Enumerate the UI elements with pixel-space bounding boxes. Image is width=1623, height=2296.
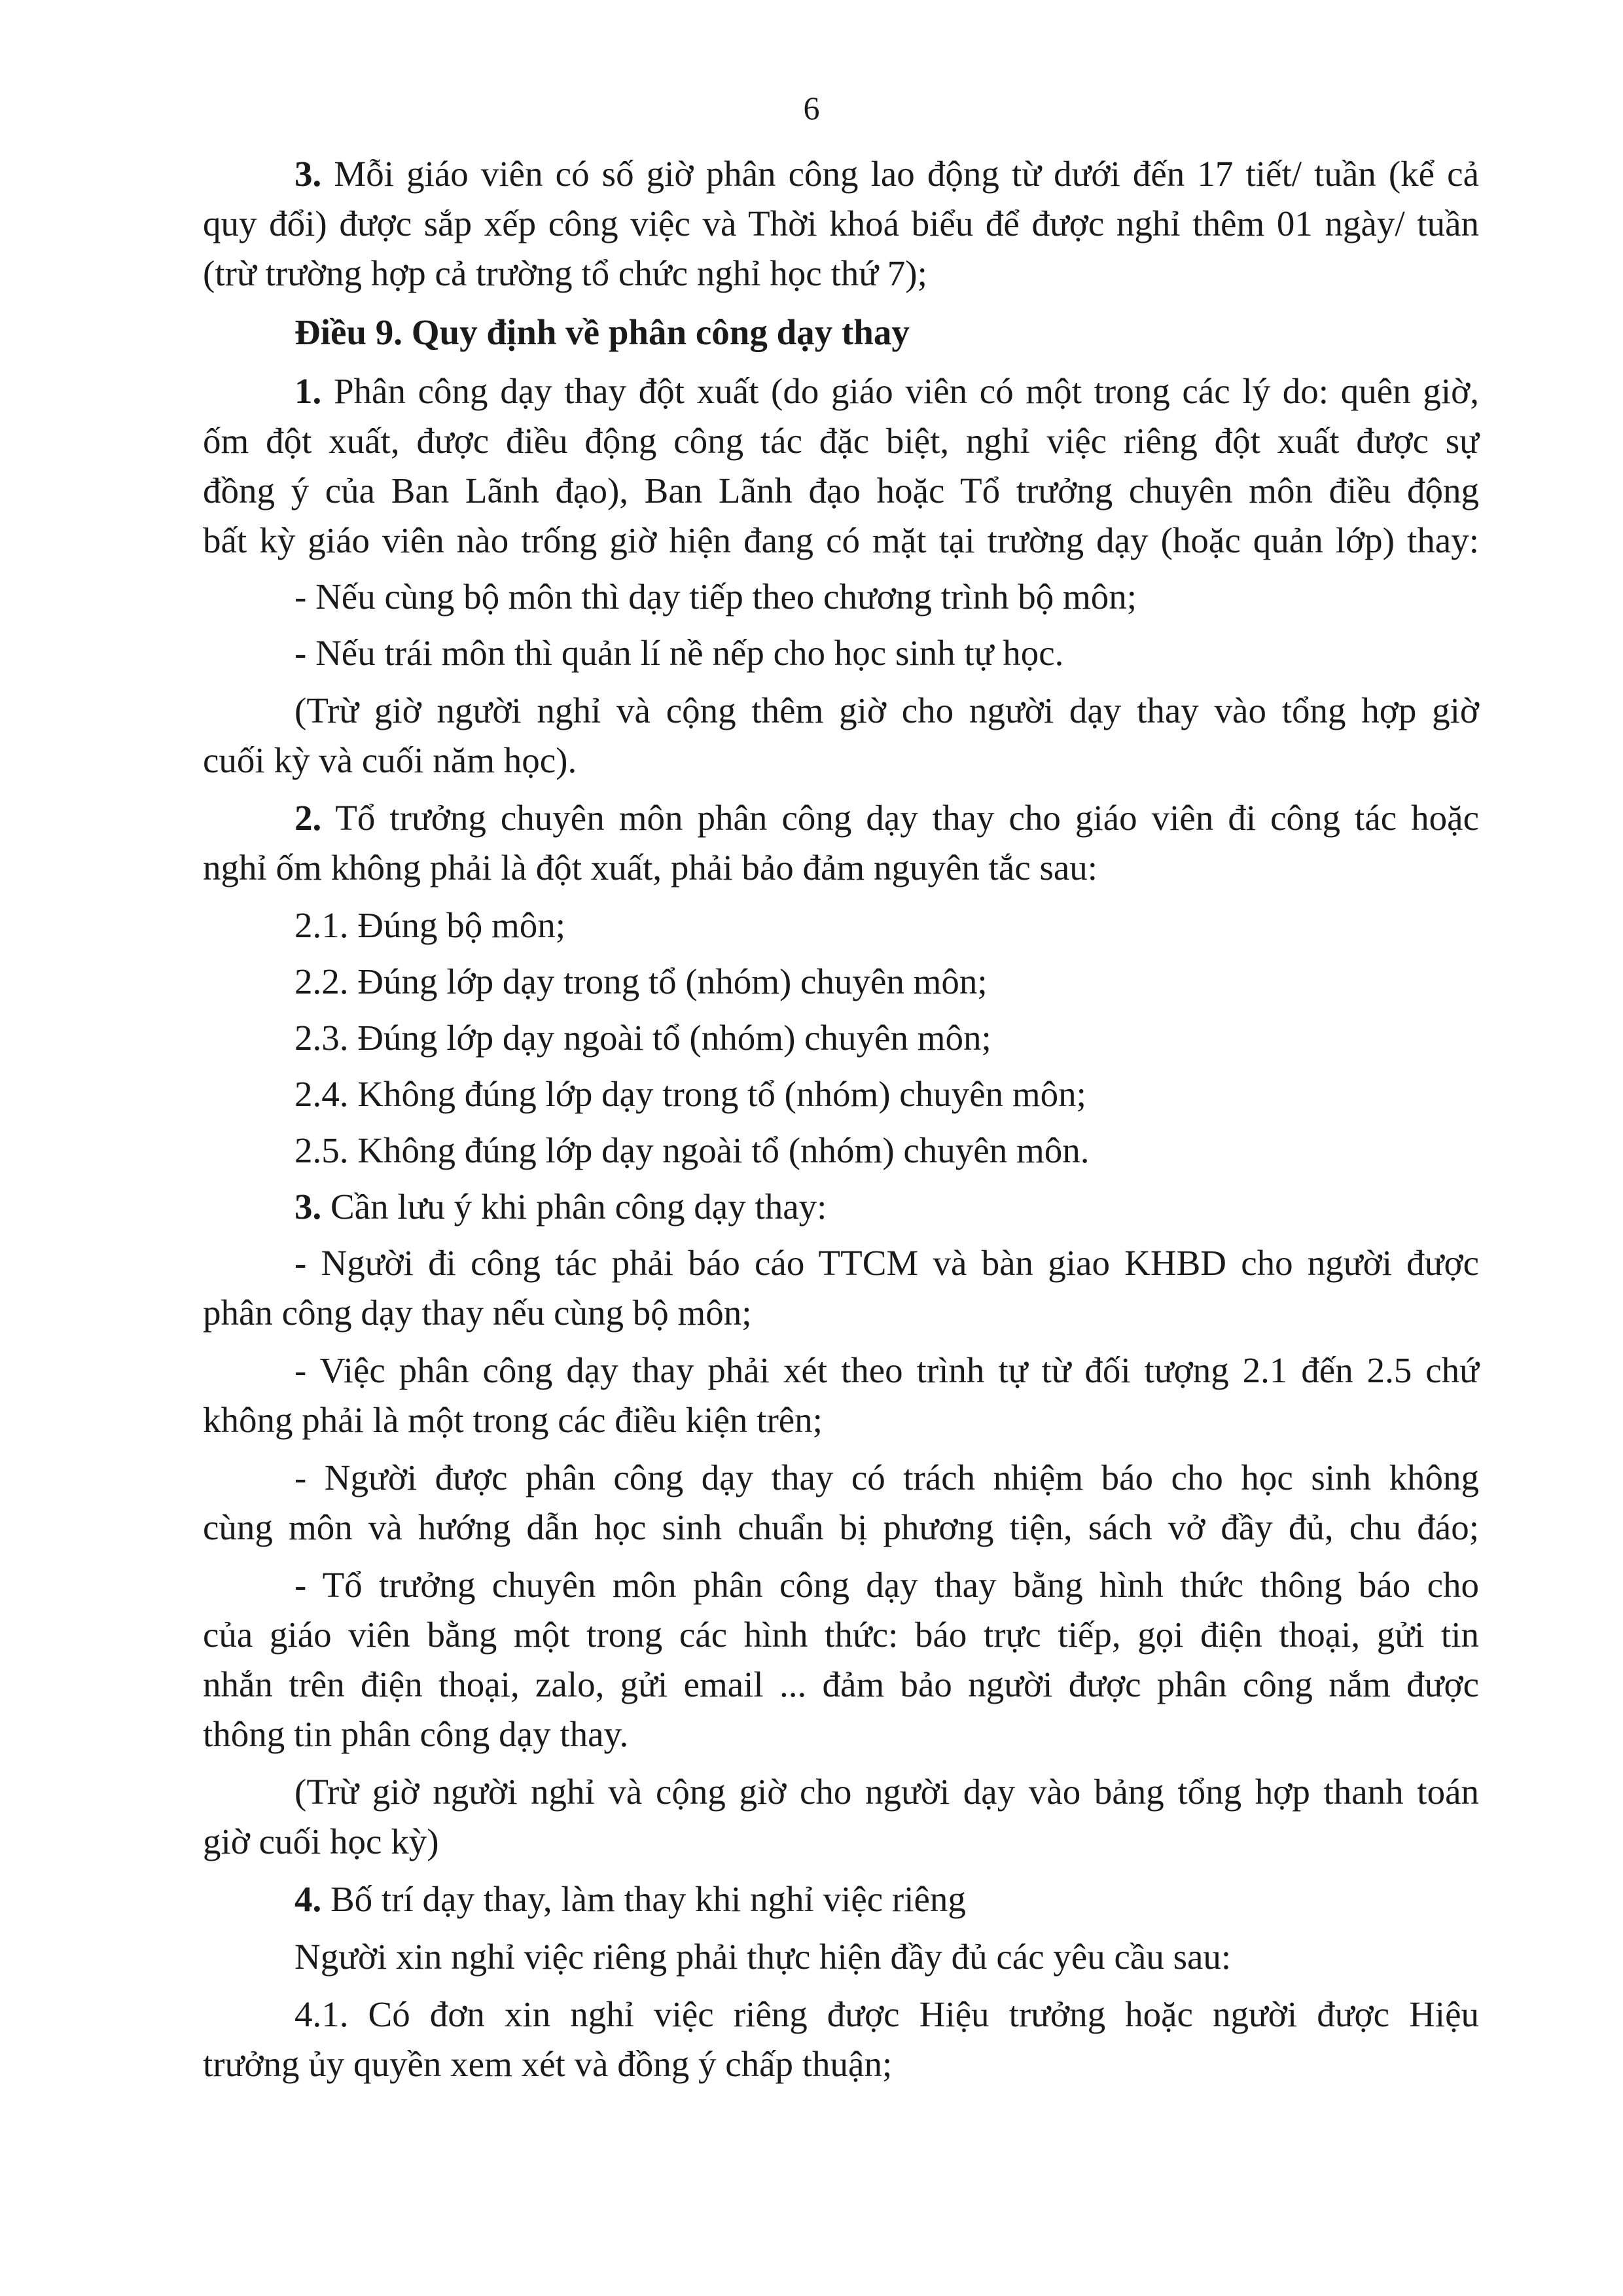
section-3-bullet-4-line-1: - Tổ trưởng chuyên môn phân công dạy thay bằng hình thức thông báo cho <box>294 1565 1479 1605</box>
section-4-heading <box>294 1881 966 1917</box>
section-1-note-line-1: (Trừ giờ người nghỉ và cộng thêm giờ cho người dạy thay vào tổng hợp giờ <box>294 691 1479 730</box>
item-3-number: 3. <box>294 154 322 194</box>
article-9-heading: Điều 9. Quy định về phân công dạy thay <box>294 312 910 352</box>
section-1-bullet-2: - Nếu trái môn thì quản lí nề nếp cho học sinh tự học. <box>294 633 1064 673</box>
item-3-text: Mỗi giáo viên có số giờ phân công lao động từ dưới đến 17 tiết/ tuần (kể cả <box>334 154 1479 194</box>
section-3-bullet-1-line-1: - Người đi công tác phải báo cáo TTCM và bàn giao KHBD cho người được <box>294 1243 1479 1283</box>
section-2-item-5: 2.5. Không đúng lớp dạy ngoài tổ (nhóm) chuyên môn. <box>294 1130 1090 1170</box>
section-2-line-1 <box>294 800 1479 836</box>
section-3-heading <box>294 1189 827 1225</box>
section-1-line-4: bất kỳ giáo viên nào trống giờ hiện đang có mặt tại trường dạy (hoặc quản lớp) thay: <box>203 520 1479 560</box>
section-2-item-2: 2.2. Đúng lớp dạy trong tổ (nhóm) chuyên môn; <box>294 961 988 1001</box>
section-3-number: 3. <box>294 1187 322 1227</box>
section-2-item-3: 2.3. Đúng lớp dạy ngoài tổ (nhóm) chuyên môn; <box>294 1018 991 1058</box>
section-2-number: 2. <box>294 798 322 838</box>
section-3-bullet-2-line-2: không phải là một trong các điều kiện trên; <box>203 1400 823 1440</box>
item-3-line-1 <box>294 156 1479 192</box>
section-4-title: Bố trí dạy thay, làm thay khi nghỉ việc riêng <box>330 1879 966 1919</box>
section-4-1-line-1: 4.1. Có đơn xin nghỉ việc riêng được Hiệu trưởng hoặc người được Hiệu <box>294 1994 1479 2034</box>
section-4-intro: Người xin nghỉ việc riêng phải thực hiện đầy đủ các yêu cầu sau: <box>294 1937 1232 1977</box>
section-3-bullet-3-line-2: cùng môn và hướng dẫn học sinh chuẩn bị phương tiện, sách vở đầy đủ, chu đáo; <box>203 1507 1479 1547</box>
section-1-line-1 <box>294 373 1479 409</box>
section-1-number: 1. <box>294 371 322 411</box>
section-3-bullet-3-line-1: - Người được phân công dạy thay có trách nhiệm báo cho học sinh không <box>294 1458 1479 1498</box>
section-3-title: Cần lưu ý khi phân công dạy thay: <box>330 1187 827 1227</box>
section-3-note-line-1: (Trừ giờ người nghỉ và cộng giờ cho người dạy vào bảng tổng hợp thanh toán <box>294 1772 1479 1812</box>
section-2-text: Tổ trưởng chuyên môn phân công dạy thay cho giáo viên đi công tác hoặc <box>335 798 1479 838</box>
page-number: 6 <box>803 90 820 126</box>
section-1-bullet-1: - Nếu cùng bộ môn thì dạy tiếp theo chương trình bộ môn; <box>294 577 1137 617</box>
section-2-line-2: nghỉ ốm không phải là đột xuất, phải bảo đảm nguyên tắc sau: <box>203 848 1098 888</box>
section-1-line-3: đồng ý của Ban Lãnh đạo), Ban Lãnh đạo hoặc Tổ trưởng chuyên môn điều động <box>203 471 1479 511</box>
section-3-bullet-4-line-3: nhắn trên điện thoại, zalo, gửi email ... đảm bảo người được phân công nắm được <box>203 1664 1479 1704</box>
item-3-line-2: quy đổi) được sắp xếp công việc và Thời khoá biểu để được nghỉ thêm 01 ngày/ tuần <box>203 204 1479 243</box>
section-1-note-line-2: cuối kỳ và cuối năm học). <box>203 740 577 780</box>
section-2-item-1: 2.1. Đúng bộ môn; <box>294 905 566 945</box>
section-2-item-4: 2.4. Không đúng lớp dạy trong tổ (nhóm) chuyên môn; <box>294 1074 1086 1114</box>
item-3-line-3: (trừ trường hợp cả trường tổ chức nghỉ học thứ 7); <box>203 253 927 293</box>
section-3-note-line-2: giờ cuối học kỳ) <box>203 1821 439 1861</box>
section-4-number: 4. <box>294 1879 322 1919</box>
section-3-bullet-4-line-2: của giáo viên bằng một trong các hình thức: báo trực tiếp, gọi điện thoại, gửi tin <box>203 1615 1479 1655</box>
section-4-1-line-2: trưởng ủy quyền xem xét và đồng ý chấp thuận; <box>203 2044 893 2084</box>
section-1-text: Phân công dạy thay đột xuất (do giáo viên có một trong các lý do: quên giờ, <box>333 371 1479 411</box>
section-3-bullet-2-line-1: - Việc phân công dạy thay phải xét theo trình tự từ đối tượng 2.1 đến 2.5 chứ <box>294 1350 1479 1390</box>
section-1-line-2: ốm đột xuất, được điều động công tác đặc biệt, nghỉ việc riêng đột xuất được sự <box>203 421 1479 461</box>
section-3-bullet-4-line-4: thông tin phân công dạy thay. <box>203 1714 629 1754</box>
section-3-bullet-1-line-2: phân công dạy thay nếu cùng bộ môn; <box>203 1293 752 1333</box>
